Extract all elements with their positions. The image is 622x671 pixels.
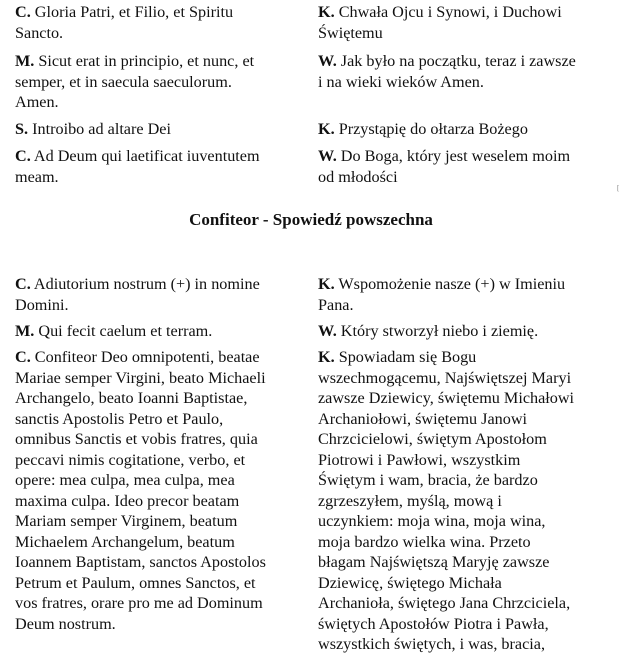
text-line: wszechmogącemu, Najświętszej Maryi	[318, 368, 572, 387]
text-line: omnibus Sanctis et vobis fratres, quia	[15, 430, 258, 448]
text-line: zawsze Dziewicy, świętemu Michałowi	[318, 389, 575, 407]
text-line: Przystąpię do ołtarza Bożego	[338, 120, 528, 138]
text-line: Świętemu	[318, 23, 383, 42]
role-marker: W.	[318, 52, 337, 70]
polish-text	[318, 274, 618, 315]
text-line: semper, et in saecula saeculorum.	[15, 72, 232, 91]
polish-text	[318, 2, 618, 43]
text-line: zgrzeszyłem, myślą, mową i	[318, 491, 502, 510]
role-marker: M.	[15, 322, 35, 340]
role-marker: C.	[15, 3, 31, 21]
text-line: Archanioła, świętego Jana Chrzciciela,	[318, 594, 571, 612]
text-line: Chwała Ojcu i Synowi, i Duchowi	[338, 3, 562, 21]
text-line: błagam Najświętszą Maryję zawsze	[318, 553, 550, 571]
latin-text	[15, 321, 311, 342]
text-line: Dziewicę, świętego Michała	[318, 573, 502, 592]
margin-mark: [	[617, 184, 620, 192]
text-line: Michaelem Archangelum, beatum	[15, 532, 235, 551]
polish-text	[318, 119, 618, 140]
text-line: Introibo ad altare Dei	[32, 120, 171, 138]
text-line: peccavi nimis cogitatione, verbo, et	[15, 450, 246, 469]
text-line: Do Boga, który jest weselem moim	[340, 147, 571, 165]
text-line: Archangelo, beato Ioanni Baptistae,	[15, 389, 248, 407]
latin-text	[15, 2, 311, 43]
text-line: Piotrowi i Pawłowi, wszystkim	[318, 450, 521, 469]
role-marker: K.	[318, 3, 335, 21]
text-line: vos fratres, orare pro me ad Dominum	[15, 594, 263, 612]
role-marker: W.	[318, 147, 337, 165]
text-line: meam.	[15, 167, 59, 186]
text-line: Sancto.	[15, 23, 64, 42]
role-marker: C.	[15, 348, 31, 366]
text-line: i na wieki wieków Amen.	[318, 72, 484, 91]
role-marker: K.	[318, 348, 335, 366]
role-marker: W.	[318, 322, 337, 340]
text-line: Petrum et Paulum, omnes Sanctos, et	[15, 573, 256, 592]
polish-text	[318, 347, 618, 655]
role-marker: K.	[318, 275, 335, 293]
polish-text	[318, 146, 618, 187]
text-line: Wspomożenie nasze (+) w Imieniu	[338, 275, 566, 293]
text-line: Jak było na początku, teraz i zawsze	[340, 52, 576, 70]
text-line: Qui fecit caelum et terram.	[38, 322, 213, 340]
text-line: sanctis Apostolis Petro et Paulo,	[15, 409, 224, 428]
polish-text	[318, 51, 618, 92]
latin-text	[15, 119, 311, 140]
text-line: wszystkich świętych, i was, bracia,	[318, 635, 546, 653]
text-line: moja bardzo wielka wina. Przeto	[318, 532, 531, 551]
latin-text	[15, 51, 311, 113]
text-line: Amen.	[15, 93, 59, 111]
text-line: Mariam semper Virginem, beatum	[15, 512, 238, 530]
text-line: Confiteor Deo omnipotenti, beatae	[34, 348, 260, 366]
text-line: opere: mea culpa, mea culpa, mea	[15, 471, 235, 489]
role-marker: S.	[15, 120, 29, 138]
text-line: Domini.	[15, 295, 69, 314]
text-line: Sicut erat in principio, et nunc, et	[38, 52, 255, 70]
text-line: od młodości	[318, 167, 398, 186]
text-line: Chrzcicielowi, świętym Apostołom	[318, 430, 547, 448]
text-line: Archaniołowi, świętemu Janowi	[318, 409, 528, 428]
text-line: Który stworzył niebo i ziemię.	[340, 322, 539, 340]
text-line: Deum nostrum.	[15, 614, 116, 633]
text-line: Spowiadam się Bogu	[338, 348, 477, 366]
role-marker: M.	[15, 52, 35, 70]
polish-text	[318, 321, 618, 342]
role-marker: C.	[15, 147, 31, 165]
text-line: Adiutorium nostrum (+) in nomine	[33, 275, 260, 293]
section-heading: Confiteor - Spowiedź powszechna	[189, 210, 433, 229]
role-marker: C.	[15, 275, 31, 293]
text-line: Ioannem Baptistam, sanctos Apostolos	[15, 553, 266, 571]
text-line: Świętym i wam, bracia, że bardzo	[318, 471, 538, 489]
text-line: świętych Apostołów Piotra i Pawła,	[318, 614, 549, 633]
text-line: Gloria Patri, et Filio, et Spiritu	[34, 3, 234, 21]
text-line: uczynkiem: moja wina, moja wina,	[318, 512, 546, 530]
text-line: maxima culpa. Ideo precor beatam	[15, 491, 240, 510]
latin-text	[15, 347, 311, 634]
text-line: Pana.	[318, 295, 354, 314]
text-line: Ad Deum qui laetificat iuventutem	[33, 147, 260, 165]
latin-text	[15, 146, 311, 187]
text-line: Mariae semper Virgini, beato Michaeli	[15, 368, 266, 387]
latin-text	[15, 274, 311, 315]
role-marker: K.	[318, 120, 335, 138]
